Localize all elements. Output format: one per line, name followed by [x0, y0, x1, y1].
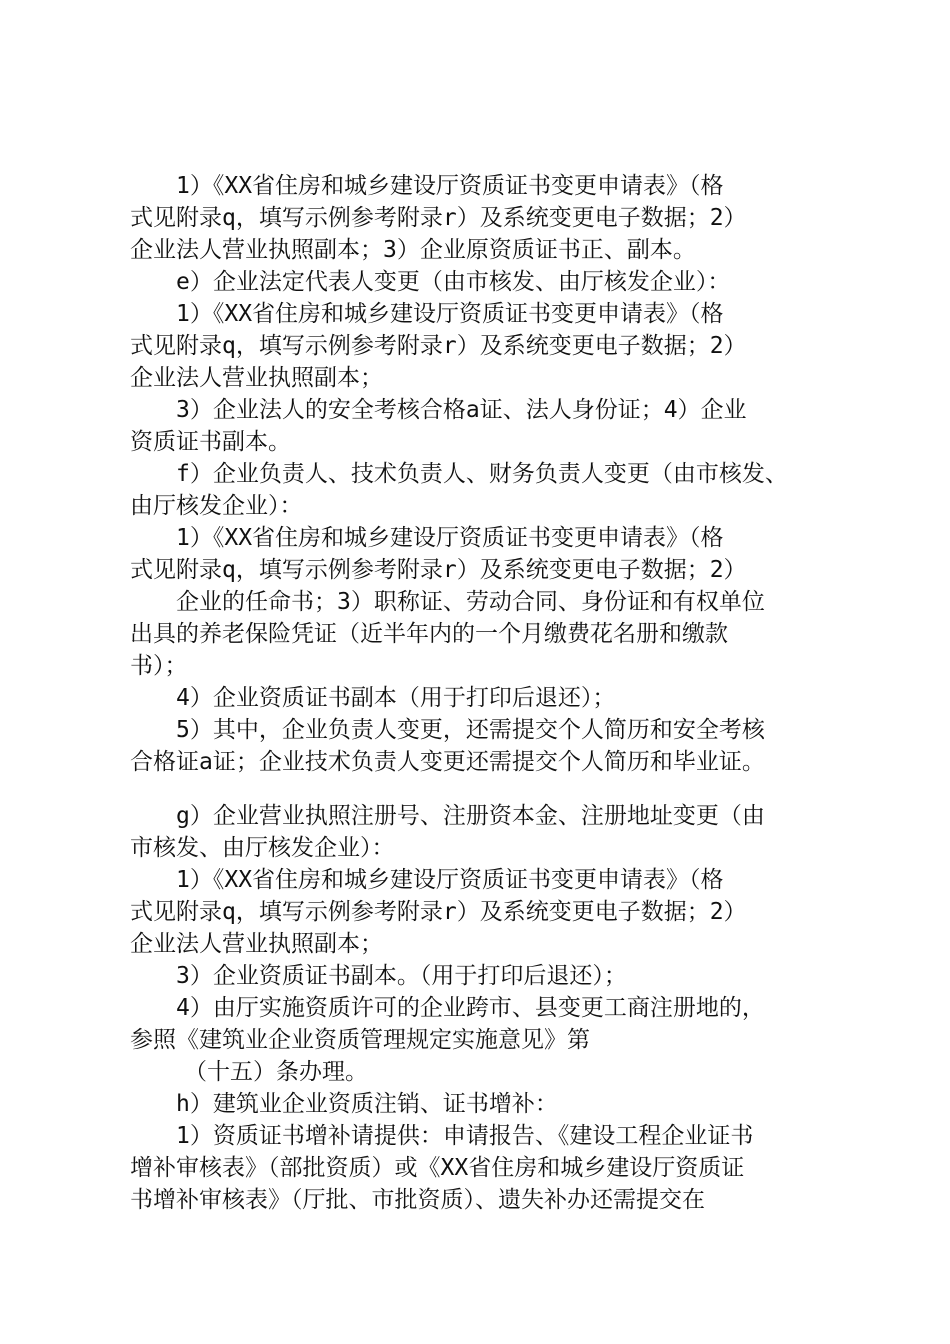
text-line: 4）由厅实施资质许可的企业跨市、县变更工商注册地的， — [176, 995, 765, 1021]
text-line: 书增补审核表》（厅批、市批资质）、遗失补办还需提交在 — [130, 1187, 705, 1213]
text-line: 3）企业法人的安全考核合格a证、法人身份证；4）企业 — [176, 397, 747, 423]
text-line: 式见附录q，填写示例参考附录r）及系统变更电子数据；2） — [130, 205, 747, 231]
text-line: 1）《XX省住房和城乡建设厅资质证书变更申请表》（格 — [176, 173, 724, 199]
text-line: 1）《XX省住房和城乡建设厅资质证书变更申请表》（格 — [176, 301, 724, 327]
text-line: 1）资质证书增补请提供：申请报告、《建设工程企业证书 — [176, 1123, 754, 1149]
text-line: 企业法人营业执照副本； — [130, 931, 383, 957]
text-line: e）企业法定代表人变更（由市核发、由厅核发企业）： — [176, 269, 731, 295]
text-line: 增补审核表》（部批资质）或《XX省住房和城乡建设厅资质证 — [130, 1155, 745, 1181]
text-line: 出具的养老保险凭证（近半年内的一个月缴费花名册和缴款 — [130, 621, 728, 647]
document-body — [130, 170, 850, 1216]
text-line: 1）《XX省住房和城乡建设厅资质证书变更申请表》（格 — [176, 525, 724, 551]
text-line: 由厅核发企业）： — [130, 493, 303, 519]
paragraph-gap — [130, 778, 850, 800]
text-line: g）企业营业执照注册号、注册资本金、注册地址变更（由 — [176, 803, 765, 829]
text-line: 企业法人营业执照副本； — [130, 365, 383, 391]
text-line: 书）； — [130, 653, 188, 679]
text-line: 式见附录q，填写示例参考附录r）及系统变更电子数据；2） — [130, 557, 747, 583]
text-line: 1）《XX省住房和城乡建设厅资质证书变更申请表》（格 — [176, 867, 724, 893]
text-line: 参照《建筑业企业资质管理规定实施意见》第 — [130, 1027, 590, 1053]
text-line: 3）企业资质证书副本。（用于打印后退还）； — [176, 963, 627, 989]
text-line: f）企业负责人、技术负责人、财务负责人变更（由市核发、 — [176, 461, 788, 487]
text-line: 合格证a证；企业技术负责人变更还需提交个人简历和毕业证。 — [130, 749, 765, 775]
text-line: 市核发、由厅核发企业）： — [130, 835, 395, 861]
text-line: 式见附录q，填写示例参考附录r）及系统变更电子数据；2） — [130, 333, 747, 359]
text-line: （十五）条办理。 — [184, 1059, 368, 1085]
text-line: 式见附录q，填写示例参考附录r）及系统变更电子数据；2） — [130, 899, 747, 925]
text-line: h）建筑业企业资质注销、证书增补： — [176, 1091, 558, 1117]
text-line: 4）企业资质证书副本（用于打印后退还）； — [176, 685, 616, 711]
text-line: 企业的任命书；3）职称证、劳动合同、身份证和有权单位 — [176, 589, 765, 615]
text-line: 5）其中，企业负责人变更，还需提交个人简历和安全考核 — [176, 717, 765, 743]
text-line: 企业法人营业执照副本；3）企业原资质证书正、副本。 — [130, 237, 696, 263]
text-line: 资质证书副本。 — [130, 429, 291, 455]
